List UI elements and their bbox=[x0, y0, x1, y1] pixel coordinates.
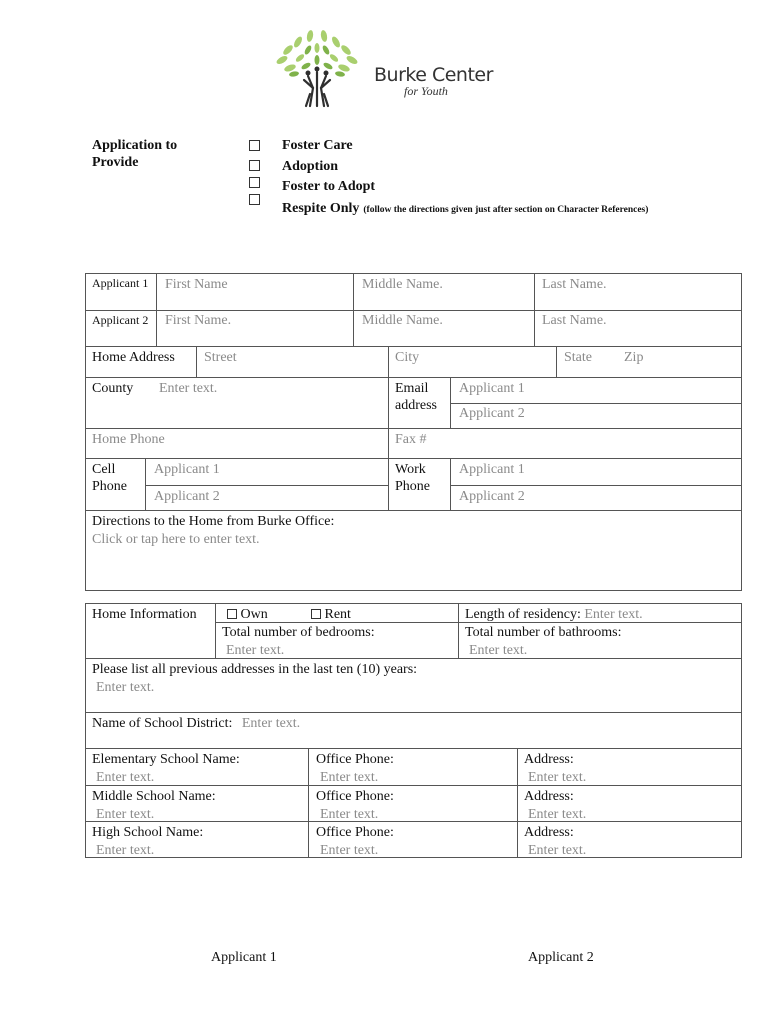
street-input[interactable]: Street bbox=[204, 350, 237, 365]
cell-applicant-2-input[interactable]: Applicant 2 bbox=[154, 489, 220, 504]
school-district-label: Name of School District: bbox=[92, 716, 233, 731]
school-district-row bbox=[92, 715, 300, 732]
middle-address-label: Address: bbox=[524, 789, 574, 804]
elementary-office-phone-input[interactable]: Enter text. bbox=[320, 770, 379, 785]
applicant-1-first-name[interactable]: First Name bbox=[165, 277, 228, 292]
adoption-label: Adoption bbox=[282, 159, 339, 174]
elementary-address-input[interactable]: Enter text. bbox=[528, 770, 587, 785]
middle-school-name-input[interactable]: Enter text. bbox=[96, 807, 155, 822]
logo-name: Burke Center bbox=[374, 64, 493, 86]
foster-care-checkbox[interactable] bbox=[249, 140, 260, 151]
logo-tagline: for Youth bbox=[404, 84, 448, 98]
middle-office-phone-input[interactable]: Enter text. bbox=[320, 807, 379, 822]
bathrooms-label: Total number of bathrooms: bbox=[465, 625, 622, 640]
respite-only-row bbox=[282, 199, 648, 217]
rent-option[interactable] bbox=[311, 606, 351, 623]
bathrooms-input[interactable]: Enter text. bbox=[469, 643, 528, 658]
previous-addresses-label: Please list all previous addresses in the last ten (10) years: bbox=[92, 662, 418, 677]
fax-input[interactable]: Fax # bbox=[395, 432, 427, 447]
residency-row bbox=[465, 606, 643, 623]
applicant-1-label: Applicant 1 bbox=[92, 276, 149, 290]
previous-addresses-input[interactable]: Enter text. bbox=[96, 680, 155, 695]
work-applicant-1-input[interactable]: Applicant 1 bbox=[459, 462, 525, 477]
rent-checkbox[interactable] bbox=[311, 609, 321, 619]
own-checkbox[interactable] bbox=[227, 609, 237, 619]
own-label: Own bbox=[240, 607, 268, 622]
email-applicant-1-input[interactable]: Applicant 1 bbox=[459, 381, 525, 396]
foster-care-label: Foster Care bbox=[282, 138, 353, 153]
respite-only-note: (follow the directions given just after section on Character References) bbox=[363, 205, 649, 215]
application-label: Application to Provide bbox=[92, 138, 178, 170]
high-office-phone-label: Office Phone: bbox=[316, 825, 394, 840]
tree-logo-icon bbox=[270, 28, 370, 110]
email-applicant-2-input[interactable]: Applicant 2 bbox=[459, 406, 525, 421]
school-district-input[interactable]: Enter text. bbox=[241, 716, 301, 731]
applicant-2-label: Applicant 2 bbox=[92, 313, 149, 327]
residency-label: Length of residency: bbox=[465, 607, 581, 622]
middle-school-name-label: Middle School Name: bbox=[92, 789, 216, 804]
applicant-1-middle-name[interactable]: Middle Name. bbox=[362, 277, 443, 292]
elementary-address-label: Address: bbox=[524, 752, 574, 767]
applicant-2-last-name[interactable]: Last Name. bbox=[542, 313, 607, 328]
applicant-1-last-name[interactable]: Last Name. bbox=[542, 277, 607, 292]
state-input[interactable]: State bbox=[564, 350, 592, 365]
applicant-2-middle-name[interactable]: Middle Name. bbox=[362, 313, 443, 328]
elementary-school-name-label: Elementary School Name: bbox=[92, 752, 240, 767]
middle-office-phone-label: Office Phone: bbox=[316, 789, 394, 804]
foster-to-adopt-checkbox[interactable] bbox=[249, 177, 260, 188]
county-label: County bbox=[92, 381, 134, 396]
bedrooms-input[interactable]: Enter text. bbox=[226, 643, 285, 658]
footer-applicant-1: Applicant 1 bbox=[211, 950, 277, 965]
zip-input[interactable]: Zip bbox=[624, 350, 644, 365]
work-applicant-2-input[interactable]: Applicant 2 bbox=[459, 489, 525, 504]
home-information-label: Home Information bbox=[92, 607, 197, 622]
residency-input[interactable]: Enter text. bbox=[584, 607, 643, 622]
elementary-office-phone-label: Office Phone: bbox=[316, 752, 394, 767]
adoption-checkbox[interactable] bbox=[249, 160, 260, 171]
bedrooms-label: Total number of bedrooms: bbox=[222, 625, 375, 640]
cell-applicant-1-input[interactable]: Applicant 1 bbox=[154, 462, 220, 477]
cell-phone-label: Cell Phone bbox=[92, 462, 127, 494]
foster-to-adopt-label: Foster to Adopt bbox=[282, 179, 376, 194]
respite-only-checkbox[interactable] bbox=[249, 194, 260, 205]
directions-label: Directions to the Home from Burke Office: bbox=[92, 514, 335, 529]
high-address-input[interactable]: Enter text. bbox=[528, 843, 587, 858]
rent-label: Rent bbox=[324, 607, 351, 622]
middle-address-input[interactable]: Enter text. bbox=[528, 807, 587, 822]
work-phone-label: Work Phone bbox=[395, 462, 430, 494]
applicant-2-first-name[interactable]: First Name. bbox=[165, 313, 232, 328]
elementary-school-name-input[interactable]: Enter text. bbox=[96, 770, 155, 785]
city-input[interactable]: City bbox=[395, 350, 420, 365]
footer-applicant-2: Applicant 2 bbox=[528, 950, 594, 965]
own-option[interactable] bbox=[227, 606, 268, 623]
high-office-phone-input[interactable]: Enter text. bbox=[320, 843, 379, 858]
county-input[interactable]: Enter text. bbox=[159, 381, 218, 396]
high-school-name-label: High School Name: bbox=[92, 825, 204, 840]
home-address-label: Home Address bbox=[92, 350, 175, 365]
respite-only-label: Respite Only bbox=[282, 201, 360, 216]
email-label: Email address bbox=[395, 381, 437, 413]
directions-input[interactable]: Click or tap here to enter text. bbox=[92, 532, 260, 547]
high-address-label: Address: bbox=[524, 825, 574, 840]
logo bbox=[270, 28, 493, 110]
high-school-name-input[interactable]: Enter text. bbox=[96, 843, 155, 858]
home-phone-input[interactable]: Home Phone bbox=[92, 432, 165, 447]
